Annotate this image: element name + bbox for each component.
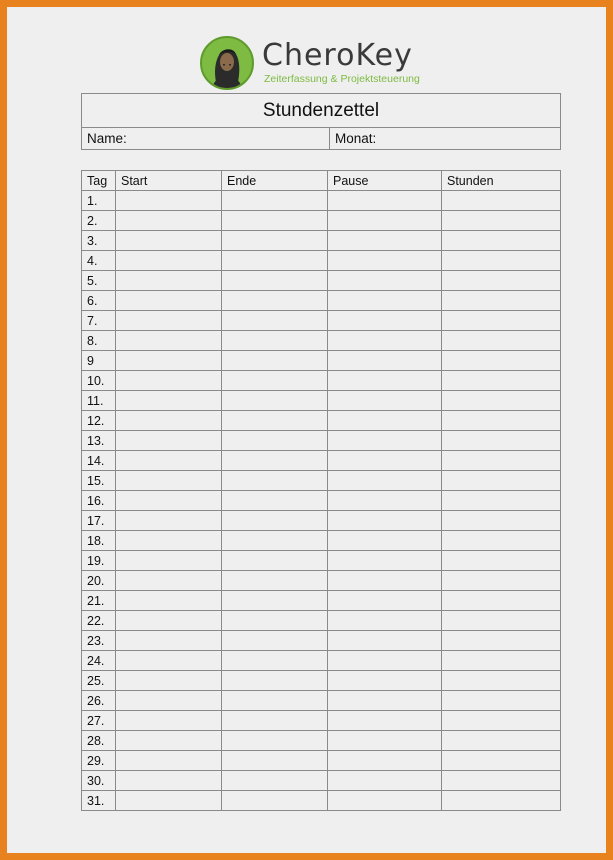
- start-cell[interactable]: [116, 351, 222, 371]
- pause-cell[interactable]: [328, 491, 442, 511]
- column-header-pause: Pause: [328, 171, 442, 191]
- day-cell: 4.: [82, 251, 116, 271]
- ende-cell[interactable]: [222, 271, 328, 291]
- ende-cell[interactable]: [222, 731, 328, 751]
- start-cell[interactable]: [116, 271, 222, 291]
- start-cell[interactable]: [116, 251, 222, 271]
- stunden-cell[interactable]: [442, 771, 561, 791]
- pause-cell[interactable]: [328, 791, 442, 811]
- pause-cell[interactable]: [328, 431, 442, 451]
- pause-cell[interactable]: [328, 371, 442, 391]
- column-header-tag: Tag: [82, 171, 116, 191]
- table-row: [82, 331, 561, 351]
- day-cell: 5.: [82, 271, 116, 291]
- pause-cell[interactable]: [328, 391, 442, 411]
- table-row: [82, 391, 561, 411]
- start-cell[interactable]: [116, 211, 222, 231]
- table-row: [82, 591, 561, 611]
- stunden-cell[interactable]: [442, 511, 561, 531]
- pause-cell[interactable]: [328, 451, 442, 471]
- pause-cell[interactable]: [328, 271, 442, 291]
- table-row: [82, 751, 561, 771]
- day-cell: 26.: [82, 691, 116, 711]
- ende-cell[interactable]: [222, 351, 328, 371]
- start-cell[interactable]: [116, 391, 222, 411]
- column-header-start: Start: [116, 171, 222, 191]
- start-cell[interactable]: [116, 511, 222, 531]
- stunden-cell[interactable]: [442, 631, 561, 651]
- pause-cell[interactable]: [328, 611, 442, 631]
- ende-cell[interactable]: [222, 711, 328, 731]
- ende-cell[interactable]: [222, 531, 328, 551]
- stunden-cell[interactable]: [442, 591, 561, 611]
- table-row: [82, 431, 561, 451]
- timesheet-body: [82, 191, 561, 811]
- day-cell: 31.: [82, 791, 116, 811]
- timesheet-table: [81, 170, 561, 811]
- day-cell: 22.: [82, 611, 116, 631]
- ende-cell[interactable]: [222, 571, 328, 591]
- table-row: [82, 691, 561, 711]
- day-cell: 10.: [82, 371, 116, 391]
- table-row: [82, 511, 561, 531]
- stunden-cell[interactable]: [442, 731, 561, 751]
- stunden-cell[interactable]: [442, 191, 561, 211]
- table-row: [82, 551, 561, 571]
- start-cell[interactable]: [116, 591, 222, 611]
- day-cell: 18.: [82, 531, 116, 551]
- stunden-cell[interactable]: [442, 691, 561, 711]
- pause-cell[interactable]: [328, 751, 442, 771]
- pause-cell[interactable]: [328, 631, 442, 651]
- day-cell: 27.: [82, 711, 116, 731]
- table-row: [82, 411, 561, 431]
- start-cell[interactable]: [116, 551, 222, 571]
- day-cell: 20.: [82, 571, 116, 591]
- ende-cell[interactable]: [222, 291, 328, 311]
- ende-cell[interactable]: [222, 251, 328, 271]
- pause-cell[interactable]: [328, 651, 442, 671]
- stunden-cell[interactable]: [442, 671, 561, 691]
- start-cell[interactable]: [116, 291, 222, 311]
- day-cell: 23.: [82, 631, 116, 651]
- pause-cell[interactable]: [328, 331, 442, 351]
- pause-cell[interactable]: [328, 191, 442, 211]
- table-row: [82, 631, 561, 651]
- pause-cell[interactable]: [328, 471, 442, 491]
- stunden-cell[interactable]: [442, 651, 561, 671]
- ende-cell[interactable]: [222, 191, 328, 211]
- day-cell: 9: [82, 351, 116, 371]
- ende-cell[interactable]: [222, 391, 328, 411]
- day-cell: 30.: [82, 771, 116, 791]
- ende-cell[interactable]: [222, 491, 328, 511]
- pause-cell[interactable]: [328, 591, 442, 611]
- ende-cell[interactable]: [222, 451, 328, 471]
- day-cell: 29.: [82, 751, 116, 771]
- column-header-ende: Ende: [222, 171, 328, 191]
- start-cell[interactable]: [116, 631, 222, 651]
- ende-cell[interactable]: [222, 311, 328, 331]
- table-row: [82, 451, 561, 471]
- ende-cell[interactable]: [222, 411, 328, 431]
- pause-cell[interactable]: [328, 771, 442, 791]
- day-cell: 7.: [82, 311, 116, 331]
- pause-cell[interactable]: [328, 711, 442, 731]
- day-cell: 2.: [82, 211, 116, 231]
- pause-cell[interactable]: [328, 351, 442, 371]
- day-cell: 21.: [82, 591, 116, 611]
- stunden-cell[interactable]: [442, 311, 561, 331]
- stunden-cell[interactable]: [442, 791, 561, 811]
- start-cell[interactable]: [116, 751, 222, 771]
- start-cell[interactable]: [116, 471, 222, 491]
- stunden-cell[interactable]: [442, 411, 561, 431]
- brand-name: CheroKey: [262, 38, 413, 73]
- start-cell[interactable]: [116, 611, 222, 631]
- ende-cell[interactable]: [222, 671, 328, 691]
- start-cell[interactable]: [116, 651, 222, 671]
- start-cell[interactable]: [116, 671, 222, 691]
- stunden-cell[interactable]: [442, 471, 561, 491]
- stunden-cell[interactable]: [442, 331, 561, 351]
- table-row: [82, 731, 561, 751]
- start-cell[interactable]: [116, 731, 222, 751]
- ende-cell[interactable]: [222, 791, 328, 811]
- pause-cell[interactable]: [328, 211, 442, 231]
- stunden-cell[interactable]: [442, 611, 561, 631]
- day-cell: 25.: [82, 671, 116, 691]
- cherokey-emblem-icon: [200, 36, 254, 90]
- table-row: [82, 231, 561, 251]
- stunden-cell[interactable]: [442, 491, 561, 511]
- table-row: [82, 491, 561, 511]
- pause-cell[interactable]: [328, 671, 442, 691]
- stunden-cell[interactable]: [442, 431, 561, 451]
- table-row: [82, 311, 561, 331]
- day-cell: 3.: [82, 231, 116, 251]
- start-cell[interactable]: [116, 491, 222, 511]
- pause-cell[interactable]: [328, 311, 442, 331]
- pause-cell[interactable]: [328, 551, 442, 571]
- start-cell[interactable]: [116, 571, 222, 591]
- start-cell[interactable]: [116, 791, 222, 811]
- start-cell[interactable]: [116, 191, 222, 211]
- column-header-stunden: Stunden: [442, 171, 561, 191]
- ende-cell[interactable]: [222, 771, 328, 791]
- stunden-cell[interactable]: [442, 711, 561, 731]
- ende-cell[interactable]: [222, 371, 328, 391]
- stunden-cell[interactable]: [442, 271, 561, 291]
- start-cell[interactable]: [116, 771, 222, 791]
- ende-cell[interactable]: [222, 511, 328, 531]
- table-row: [82, 271, 561, 291]
- table-row: [82, 671, 561, 691]
- day-cell: 15.: [82, 471, 116, 491]
- table-row: [82, 251, 561, 271]
- day-cell: 17.: [82, 511, 116, 531]
- pause-cell[interactable]: [328, 291, 442, 311]
- table-row: [82, 351, 561, 371]
- form-title: Stundenzettel: [82, 94, 561, 128]
- ende-cell[interactable]: [222, 651, 328, 671]
- table-row: [82, 571, 561, 591]
- table-row: [82, 531, 561, 551]
- stunden-cell[interactable]: [442, 351, 561, 371]
- month-field-label: Monat:: [330, 128, 561, 150]
- start-cell[interactable]: [116, 531, 222, 551]
- pause-cell[interactable]: [328, 531, 442, 551]
- start-cell[interactable]: [116, 691, 222, 711]
- start-cell[interactable]: [116, 431, 222, 451]
- pause-cell[interactable]: [328, 231, 442, 251]
- table-row: [82, 191, 561, 211]
- pause-cell[interactable]: [328, 691, 442, 711]
- form-header: [81, 93, 561, 150]
- ende-cell[interactable]: [222, 691, 328, 711]
- pause-cell[interactable]: [328, 511, 442, 531]
- pause-cell[interactable]: [328, 411, 442, 431]
- stunden-cell[interactable]: [442, 571, 561, 591]
- table-row: [82, 371, 561, 391]
- day-cell: 28.: [82, 731, 116, 751]
- ende-cell[interactable]: [222, 331, 328, 351]
- pause-cell[interactable]: [328, 251, 442, 271]
- stunden-cell[interactable]: [442, 251, 561, 271]
- day-cell: 6.: [82, 291, 116, 311]
- ende-cell[interactable]: [222, 471, 328, 491]
- start-cell[interactable]: [116, 311, 222, 331]
- table-row: [82, 211, 561, 231]
- start-cell[interactable]: [116, 711, 222, 731]
- pause-cell[interactable]: [328, 571, 442, 591]
- stunden-cell[interactable]: [442, 211, 561, 231]
- table-row: [82, 651, 561, 671]
- stunden-cell[interactable]: [442, 451, 561, 471]
- table-row: [82, 471, 561, 491]
- ende-cell[interactable]: [222, 431, 328, 451]
- stunden-cell[interactable]: [442, 551, 561, 571]
- day-cell: 11.: [82, 391, 116, 411]
- table-row: [82, 711, 561, 731]
- day-cell: 8.: [82, 331, 116, 351]
- start-cell[interactable]: [116, 371, 222, 391]
- ende-cell[interactable]: [222, 591, 328, 611]
- start-cell[interactable]: [116, 331, 222, 351]
- day-cell: 14.: [82, 451, 116, 471]
- day-cell: 24.: [82, 651, 116, 671]
- day-cell: 12.: [82, 411, 116, 431]
- day-cell: 1.: [82, 191, 116, 211]
- day-cell: 13.: [82, 431, 116, 451]
- table-row: [82, 771, 561, 791]
- table-row: [82, 611, 561, 631]
- stunden-cell[interactable]: [442, 371, 561, 391]
- start-cell[interactable]: [116, 231, 222, 251]
- ende-cell[interactable]: [222, 551, 328, 571]
- ende-cell[interactable]: [222, 631, 328, 651]
- day-cell: 19.: [82, 551, 116, 571]
- pause-cell[interactable]: [328, 731, 442, 751]
- brand-tagline: Zeiterfassung & Projektsteuerung: [264, 73, 420, 85]
- stunden-cell[interactable]: [442, 231, 561, 251]
- start-cell[interactable]: [116, 411, 222, 431]
- start-cell[interactable]: [116, 451, 222, 471]
- stunden-cell[interactable]: [442, 751, 561, 771]
- cherokey-logo: [200, 36, 430, 92]
- table-row: [82, 791, 561, 811]
- ende-cell[interactable]: [222, 611, 328, 631]
- table-header-row: [82, 171, 561, 191]
- stunden-cell[interactable]: [442, 391, 561, 411]
- stunden-cell[interactable]: [442, 531, 561, 551]
- stunden-cell[interactable]: [442, 291, 561, 311]
- day-cell: 16.: [82, 491, 116, 511]
- ende-cell[interactable]: [222, 751, 328, 771]
- table-row: [82, 291, 561, 311]
- name-field-label: Name:: [82, 128, 330, 150]
- ende-cell[interactable]: [222, 211, 328, 231]
- ende-cell[interactable]: [222, 231, 328, 251]
